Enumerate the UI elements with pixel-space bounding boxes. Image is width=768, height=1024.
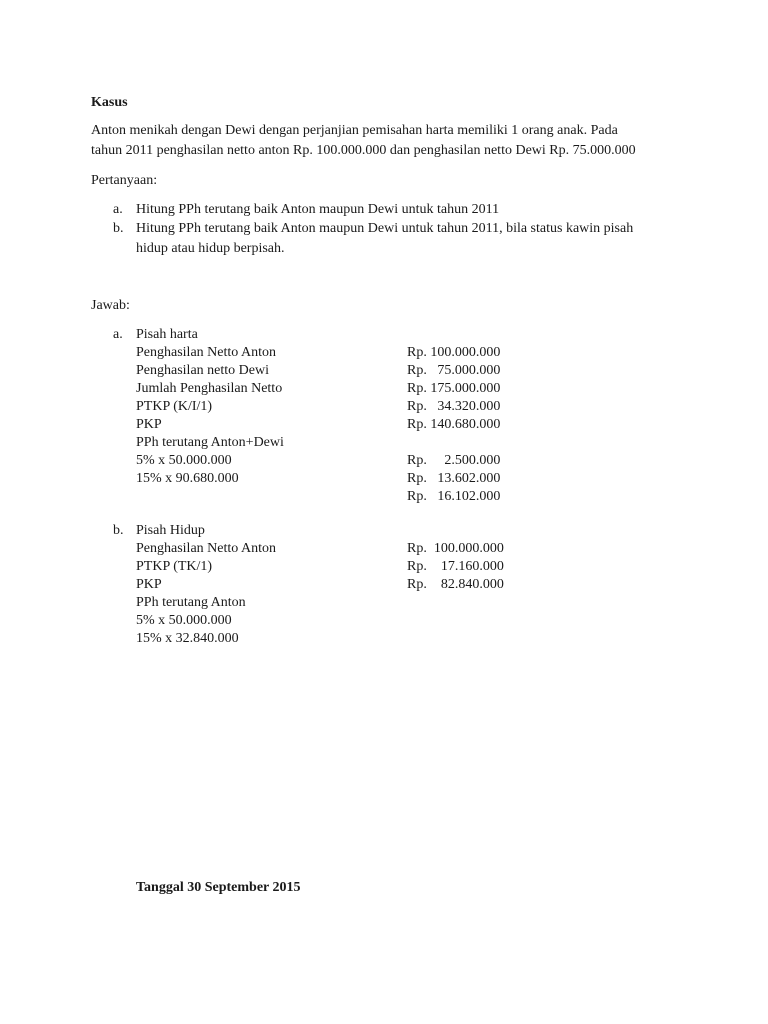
section-b-row-label: Penghasilan Netto Anton <box>136 541 276 556</box>
section-a-row-amount: Rp. 175.000.000 <box>407 381 501 396</box>
section-b-row-amount: Rp. 100.000.000 <box>407 541 504 556</box>
section-a-marker: a. <box>113 327 123 342</box>
question-b-text-line-1: Hitung PPh terutang baik Anton maupun Dewi untuk tahun 2011, bila status kawin pisah <box>136 221 634 236</box>
section-a-title: Pisah harta <box>136 327 198 342</box>
section-a-row-label: PKP <box>136 417 162 432</box>
document-heading: Kasus <box>91 95 128 110</box>
date-line: Tanggal 30 September 2015 <box>136 880 301 895</box>
answer-label: Jawab: <box>91 298 130 313</box>
section-a-total-amount: Rp. 16.102.000 <box>407 489 501 504</box>
question-a-marker: a. <box>113 202 123 217</box>
section-b-marker: b. <box>113 523 124 538</box>
section-a-row-amount: Rp. 140.680.000 <box>407 417 501 432</box>
intro-line-2: tahun 2011 penghasilan netto anton Rp. 100.000.000 dan penghasilan netto Dewi Rp. 75.000.000 <box>91 143 636 158</box>
section-a-row-label: Penghasilan Netto Anton <box>136 345 276 360</box>
section-a-row-label: Penghasilan netto Dewi <box>136 363 269 378</box>
section-a-row-label: Jumlah Penghasilan Netto <box>136 381 283 396</box>
section-a-row-label: PPh terutang Anton+Dewi <box>136 435 284 450</box>
section-a-row-amount: Rp. 34.320.000 <box>407 399 501 414</box>
section-b-row-label: PPh terutang Anton <box>136 595 246 610</box>
question-b-text-line-2: hidup atau hidup berpisah. <box>136 241 285 256</box>
section-b-row-amount: Rp. 17.160.000 <box>407 559 504 574</box>
section-a-row-amount: Rp. 13.602.000 <box>407 471 501 486</box>
section-a-row-amount: Rp. 100.000.000 <box>407 345 501 360</box>
section-a-row-label: 15% x 90.680.000 <box>136 471 239 486</box>
section-b-row-label: 15% x 32.840.000 <box>136 631 239 646</box>
questions-label: Pertanyaan: <box>91 173 158 188</box>
section-b-row-amount: Rp. 82.840.000 <box>407 577 504 592</box>
question-b-marker: b. <box>113 221 124 236</box>
section-b-row-label: 5% x 50.000.000 <box>136 613 232 628</box>
question-a-text: Hitung PPh terutang baik Anton maupun Dewi untuk tahun 2011 <box>136 202 500 217</box>
section-b-row-label: PKP <box>136 577 162 592</box>
section-b-row-label: PTKP (TK/1) <box>136 559 213 574</box>
section-b-title: Pisah Hidup <box>136 523 205 538</box>
section-a-row-amount: Rp. 2.500.000 <box>407 453 501 468</box>
intro-line-1: Anton menikah dengan Dewi dengan perjanjian pemisahan harta memiliki 1 orang anak. Pada <box>91 123 618 138</box>
section-a-row-label: 5% x 50.000.000 <box>136 453 232 468</box>
section-a-row-label: PTKP (K/I/1) <box>136 399 213 414</box>
section-a-row-amount: Rp. 75.000.000 <box>407 363 501 378</box>
